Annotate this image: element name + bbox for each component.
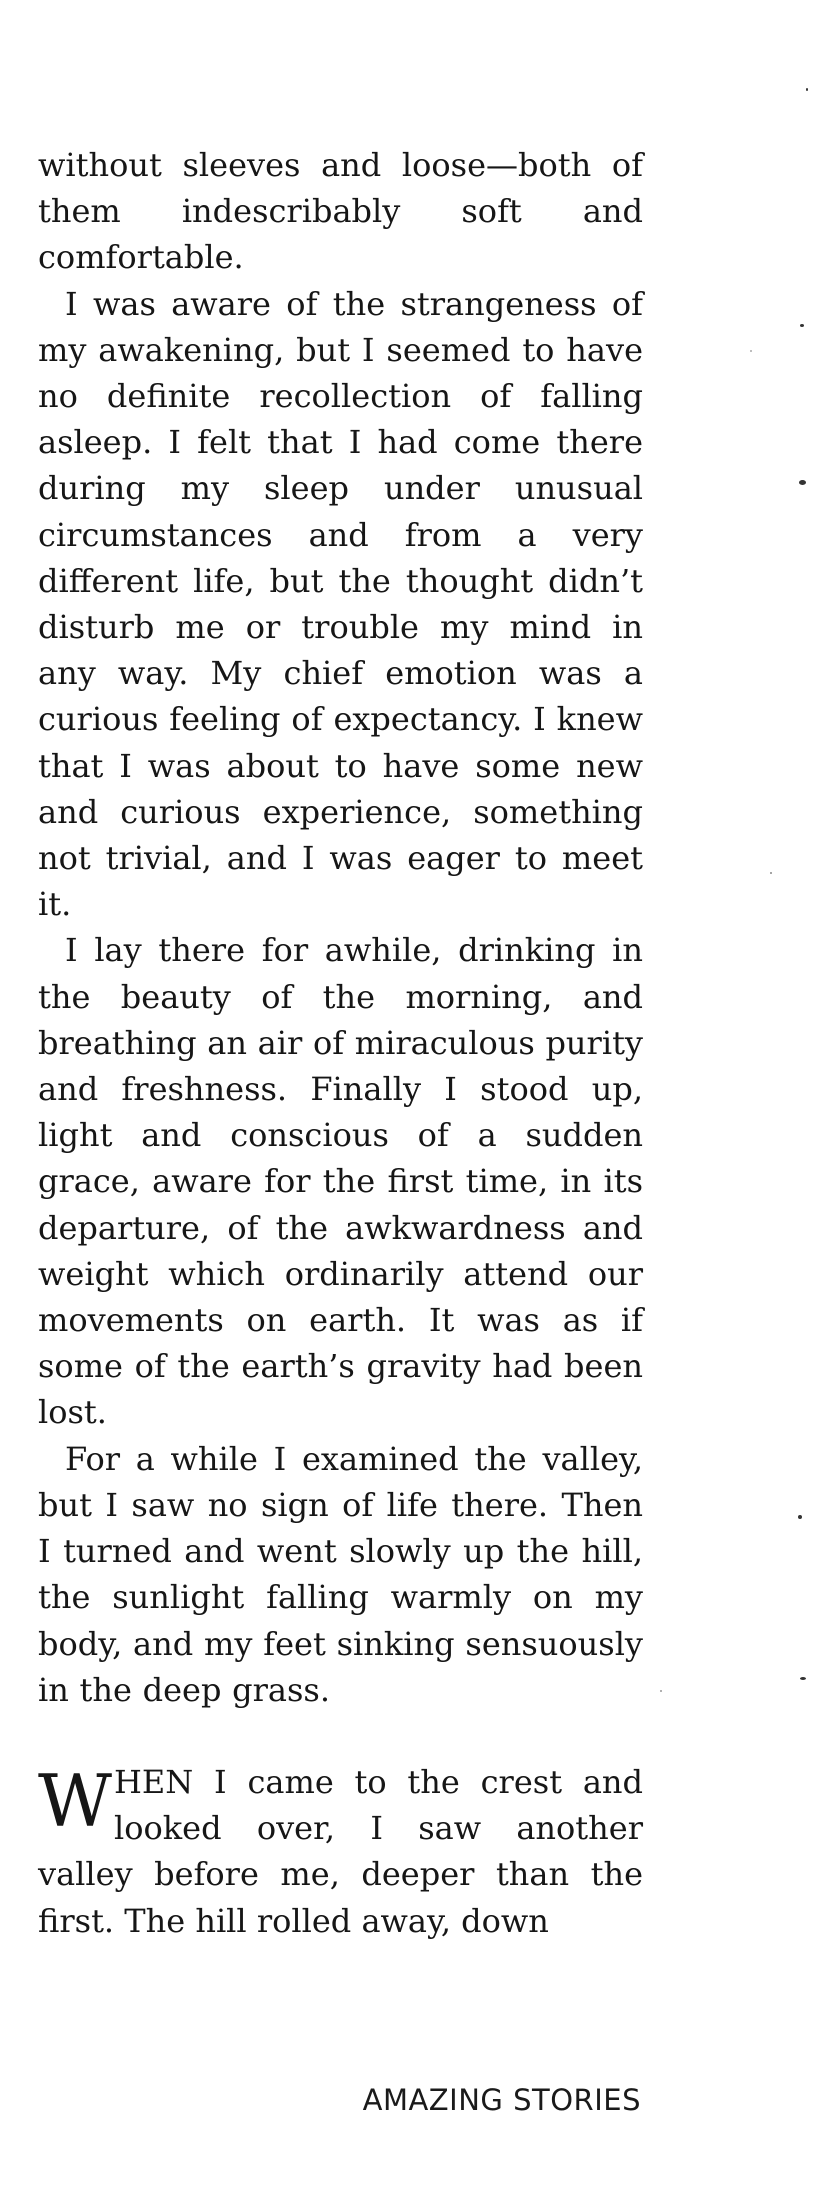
print-speck bbox=[660, 1690, 662, 1692]
print-speck bbox=[770, 872, 772, 874]
print-speck bbox=[800, 324, 804, 327]
paragraph-2: I was aware of the strangeness of my awakening, but I seemed to have no definite recollection of falling asleep. I felt that I had come there during my sleep under unusual circumstances and from a very different life, but the thought didn’t disturb me or trouble my mind in any way. My chief emotion was a curious feeling of expectancy. I knew that I was about to have some new and curious experience, something not trivial, and I was eager to meet it. bbox=[38, 284, 643, 924]
paragraph-5-text: HEN I came to the crest and looked over, I saw another valley before me, deeper than the first. The hill rolled away, down bbox=[38, 1762, 643, 1940]
print-speck bbox=[799, 480, 806, 485]
print-speck bbox=[800, 1677, 806, 1680]
print-speck bbox=[750, 350, 752, 352]
drop-cap: W bbox=[38, 1758, 111, 1843]
paragraph-3: I lay there for awhile, drinking in the beauty of the morning, and breathing an air of miraculous purity and freshness. Finally I stood up, light and conscious of a sudden grace, aware for the first time, in its departure, of the awkwardness and weight which ordinarily attend our movements on earth. It was as if some of the earth’s gravity had been lost. bbox=[38, 931, 643, 1432]
print-speck bbox=[806, 88, 808, 91]
paragraph-1: without sleeves and loose—both of them indescribably soft and comfortable. bbox=[38, 146, 643, 277]
paragraph-4: For a while I examined the valley, but I saw no sign of life there. Then I turned and went slowly up the hill, the sunlight falling warmly on my body, and my feet sinking sensuously in the deep grass. bbox=[38, 1439, 643, 1709]
print-speck bbox=[798, 1515, 802, 1519]
section-break bbox=[38, 1713, 643, 1759]
footer-magazine-title: AMAZING STORIES bbox=[362, 2083, 641, 2117]
paragraph-5 bbox=[38, 1759, 643, 1944]
text-column bbox=[38, 142, 643, 1944]
